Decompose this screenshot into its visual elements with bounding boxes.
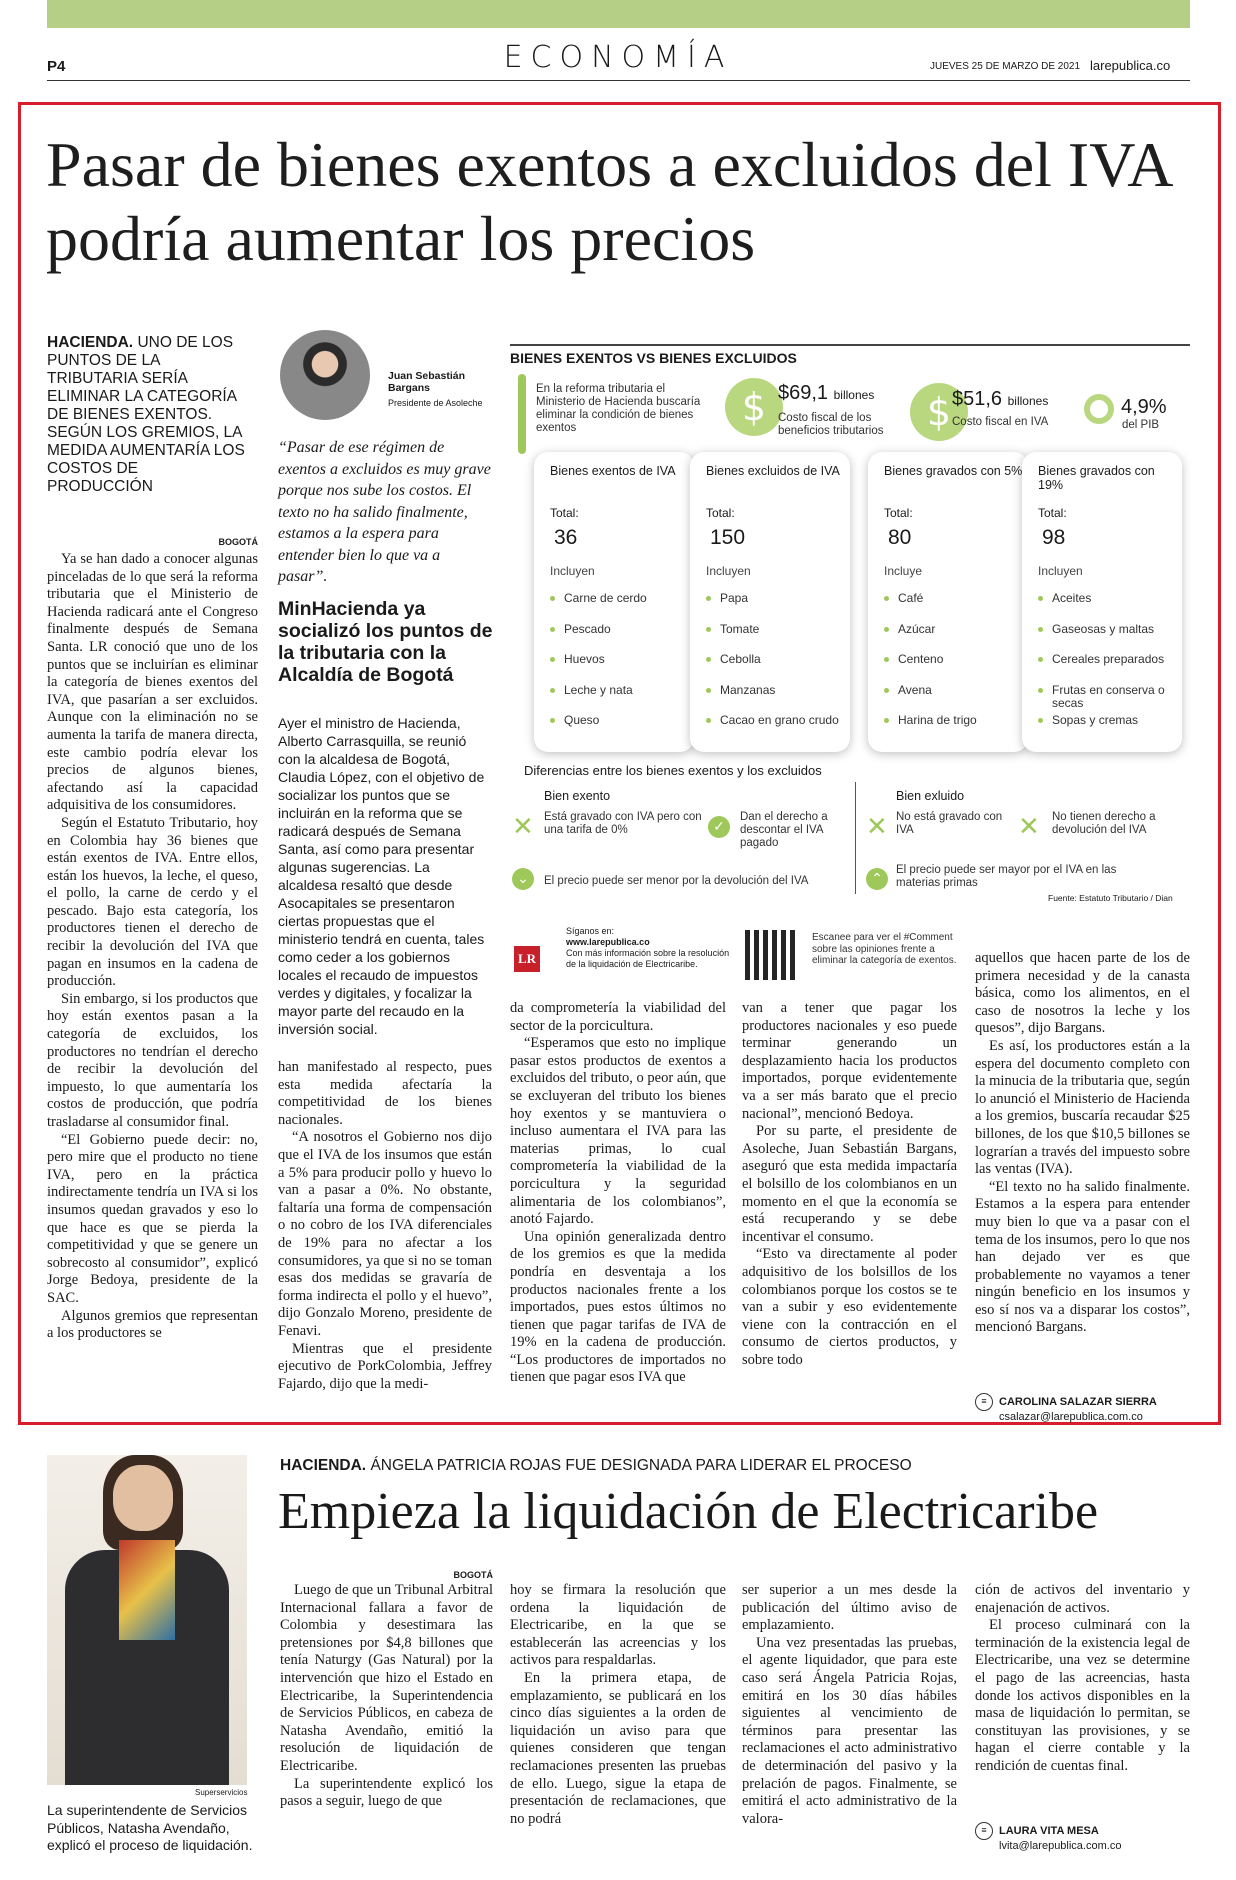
list-item: Cacao en grano crudo: [706, 714, 846, 745]
list-item: Aceites: [1038, 592, 1178, 623]
article-headline: Pasar de bienes exentos a excluidos del IVA podría aumentar los precios: [46, 129, 1170, 274]
infographic-intro: En la reforma tributaria el Ministerio de Hacienda buscaría eliminar la condición de bienes exentos: [536, 383, 701, 434]
list-item: Harina de trigo: [884, 714, 1024, 745]
kicker-text: UNO DE LOS PUNTOS DE LA TRIBUTARIA SERÍA ELIMINAR LA CATEGORÍA DE BIENES EXENTOS. SEGÚN LOS GREMIOS, LA MEDIDA AUMENTARÍA LOS COSTOS DE PRODUCCIÓN: [47, 334, 245, 495]
paragraph: La superintendente explicó los pasos a seguir, luego de que: [280, 1775, 493, 1810]
paragraph: ser superior a un mes desde la publicación del último aviso de emplazamiento.: [742, 1582, 957, 1634]
card-item-list: [1038, 592, 1178, 745]
article-column-2: [510, 1582, 726, 1842]
list-item: Cebolla: [706, 653, 846, 684]
paragraph: Mientras que el presidente ejecutivo de PorkColombia, Jeffrey Fajardo, dijo que la medi-: [278, 1340, 492, 1392]
paragraph: Sin embargo, si los productos que hoy están exentos pasan a la categoría de excluidos, los productores no tendrían el derecho de recibir la devolución del impuesto, lo que aumentaría los costos de producción, que podría trasladarse al consumidor final.: [47, 990, 258, 1130]
page-date: JUEVES 25 DE MARZO DE 2021: [930, 61, 1081, 72]
exempt-point: Dan el derecho a descontar el IVA pagado: [740, 811, 828, 849]
top-color-bar: [47, 0, 1190, 28]
article-column-3: [742, 1582, 957, 1842]
quote-author-photo: [280, 330, 370, 420]
card-total: 36: [554, 526, 578, 549]
sidebar-text: [278, 714, 492, 1044]
dateline-city: BOGOTÁ: [218, 537, 258, 547]
stat-caption: Costo fiscal de los beneficios tributarios: [778, 412, 884, 437]
section-title: ECONOMÍA: [503, 40, 733, 75]
article-kicker: [280, 1457, 1190, 1475]
author-signature: [975, 1822, 1195, 1852]
card-total: 98: [1042, 526, 1066, 549]
stat-benefits: [778, 382, 874, 405]
paragraph: “Esperamos que esto no implique pasar estos productos de exentos a excluidos del tributo, o peor aún, que se excluyeran del tributo los bienes hoy exentos y se mantuviera o incluso aumentara el IVA para las materias primas, lo cual comprometería la viabilidad de la porcicultura y la seguridad alimentaria de los colombianos”, anotó Fajardo.: [510, 1035, 726, 1228]
check-icon: ✓: [708, 816, 730, 838]
list-item: Pescado: [550, 623, 690, 654]
article-column-4: [975, 1582, 1190, 1782]
paragraph: han manifestado al respecto, pues esta medida afectaría la competitividad de los bienes nacionales.: [278, 1059, 492, 1128]
card-title: Bienes exentos de IVA: [550, 464, 676, 478]
excluded-point: No está gravado con IVA: [896, 811, 1003, 836]
paragraph: ción de activos del inventario y enajenación de activos.: [975, 1582, 1190, 1616]
paragraph: Una opinión generalizada dentro de los gremios es que la medida pondría en desventaja a los productos nacionales frente a los importados, pues estos últimos no tienen que pagar tarifas de IVA de 19% en la cadena de producción. “Los productores de importados no tienen que pagar esos IVA que: [510, 1228, 726, 1386]
percent-ring-icon: [1084, 394, 1114, 424]
list-item: Cereales preparados: [1038, 653, 1178, 684]
list-item: Carne de cerdo: [550, 592, 690, 623]
pull-quote: “Pasar de ese régimen de exentos a excluidos es muy grave porque nos sube los costos. El texto no ha salido finalmente, estamos a la espera para entender bien lo que va a pasar”.: [278, 439, 491, 585]
list-item: Azúcar: [884, 623, 1024, 654]
list-item: Sopas y cremas: [1038, 714, 1178, 745]
card-include-label: Incluyen: [706, 564, 751, 578]
paragraph: Luego de que un Tribunal Arbitral Internacional fallara a favor de Colombia y desestimara las pretensiones por $4,8 billones que tenía Naturgy (Gas Natural) por la intervención que hizo el Estado en Electricaribe, la Superintendencia de Servicios Públicos, en cabeza de Natasha Avendaño, emitió la resolución de liquidación de Electricaribe.: [280, 1582, 493, 1774]
card-title: Bienes excluidos de IVA: [706, 464, 840, 478]
stat-caption: del PIB: [1122, 419, 1160, 431]
exempt-label: Bien exento: [544, 789, 611, 803]
article-column-2: [278, 1059, 492, 1421]
list-item: Avena: [884, 684, 1024, 715]
page-number: P4: [47, 58, 66, 75]
paragraph: Ya se han dado a conocer algunas pinceladas de lo que será la reforma tributaria que el Ministerio de Hacienda radicará ante el Congreso finalmente después de Semana Santa. LR conoció que uno de los puntos que se incluirían es eliminar la categoría de bienes exentos del IVA, que pasarían a ser excluidos. Aunque con la eliminación no se aumenta la tarifa de manera directa, este cambio podría elevar los precios de algunos bienes, afectando así la capacidad adquisitiva de los consumidores.: [47, 551, 258, 814]
stat-unit: billones: [1007, 394, 1049, 408]
infographic-source: Fuente: Estatuto Tributario / Dian: [1048, 893, 1173, 903]
article-column-1: [47, 551, 258, 1421]
article-column-5: [975, 950, 1190, 1390]
comment-icon: ≡: [975, 1393, 993, 1411]
author-name: LAURA VITA MESA: [999, 1824, 1099, 1837]
list-item: Frutas en conserva o secas: [1038, 684, 1178, 715]
dateline-city: BOGOTÁ: [453, 1570, 493, 1580]
differences-title: Diferencias entre los bienes exentos y los excluidos: [524, 763, 822, 778]
photo-credit: Superservicios: [195, 1788, 248, 1797]
article-headline: Empieza la liquidación de Electricaribe: [278, 1483, 1099, 1540]
paragraph: Según el Estatuto Tributario, hoy en Colombia hay 36 bienes que están exentos de IVA. Entre ellos, están los huevos, la leche, el queso, el pollo, la carne de cerdo y el pescado. Bajo esta categoría, los productores tienen el derecho de recibir la devolución del IVA que pagan en insumos en la cadena de producción.: [47, 814, 258, 990]
differences-divider: [855, 782, 856, 894]
card-item-list: [550, 592, 690, 745]
list-item: Tomate: [706, 623, 846, 654]
author-email[interactable]: lvita@larepublica.com.co: [999, 1840, 1122, 1852]
paragraph: Una vez presentadas las pruebas, el agente liquidador, que para este caso será Ángela Patricia Rojas, emitirá en los 30 días hábiles siguientes al vencimiento de términos para presentar las reclamaciones el acto administrativo de determinación del pasivo y la prelación de pagos. Finalmente, se emitirá el acto administrativo de la valora-: [742, 1634, 957, 1827]
photo-figure-scarf: [119, 1540, 175, 1640]
stat-value: $51,6: [952, 388, 1003, 410]
infographic-title: BIENES EXENTOS VS BIENES EXCLUIDOS: [510, 350, 797, 366]
card-total-label: Total:: [1038, 506, 1067, 520]
kicker-text: ÁNGELA PATRICIA ROJAS FUE DESIGNADA PARA LIDERAR EL PROCESO: [370, 1457, 912, 1474]
article-photo: [47, 1455, 247, 1785]
comment-icon: ≡: [975, 1822, 993, 1840]
paragraph: “Esto va directamente al poder adquisitivo de los bolsillos de los colombianos porque los costos se te van a subir y eso evidentemente viene con la contracción en el consumo de ciertos productos, y sobre todo: [742, 1246, 957, 1368]
follow-label: Síganos en:: [566, 926, 615, 936]
card-total-label: Total:: [550, 506, 579, 520]
sidebar-headline: MinHacienda ya socializó los puntos de la tributaria con la Alcaldía de Bogotá: [278, 598, 493, 686]
dollar-icon: $: [725, 378, 783, 436]
category-card: [690, 452, 850, 752]
qr-code[interactable]: [745, 930, 795, 980]
kicker-label: HACIENDA.: [280, 1457, 367, 1474]
kicker-label: HACIENDA.: [47, 334, 134, 351]
category-card: [868, 452, 1028, 752]
exempt-point: El precio puede ser menor por la devolución del IVA: [544, 875, 809, 887]
paragraph: Algunos gremios que representan a los productores se: [47, 1307, 258, 1342]
exclamation-icon: [518, 374, 526, 454]
card-total-label: Total:: [706, 506, 735, 520]
article-column-4: [742, 1000, 957, 1421]
infographic-rule: [510, 344, 1190, 346]
list-item: Centeno: [884, 653, 1024, 684]
category-card: [1022, 452, 1182, 752]
follow-url[interactable]: www.larepublica.co: [566, 937, 650, 947]
paragraph: Ayer el ministro de Hacienda, Alberto Carrasquilla, se reunió con la alcaldesa de Bogotá, Claudia López, con el objetivo de socializar los puntos que se incluirán en la reforma que se radicará después de Semana Santa, así como para presentar algunas sugerencias. La alcaldesa resaltó que desde Asocapitales se presentaron ciertas propuestas que el ministerio tendrá en cuenta, tales como ceder a los gobiernos locales el recaudo de impuestos verdes y digitales, y focalizar la mayor parte del recaudo en la inversión social.: [278, 715, 485, 1037]
author-name: CAROLINA SALAZAR SIERRA: [999, 1395, 1157, 1408]
card-total: 80: [888, 526, 912, 549]
author-signature: [975, 1393, 1195, 1423]
cross-icon: ✕: [866, 812, 888, 842]
paragraph: Por su parte, el presidente de Asoleche, Juan Sebastián Bargans, aseguró que esta medida impactaría el bolsillo de los colombianos en un momento en el que la economía se está recuperando y se debe incentivar el consumo.: [742, 1123, 957, 1245]
paragraph: aquellos que hacen parte de los de primera necesidad y de la canasta básica, como los alimentos, en el caso de nosotros la leche y los quesos”, dijo Bargans.: [975, 950, 1190, 1037]
card-item-list: [706, 592, 846, 745]
list-item: Huevos: [550, 653, 690, 684]
chevron-up-icon: ⌃: [866, 868, 888, 890]
follow-text: Con más información sobre la resolución de la liquidación de Electricaribe.: [566, 948, 730, 969]
paragraph: El proceso culminará con la terminación de la existencia legal de Electricaribe, una vez se determine el pago de las acreencias, hasta donde los activos disponibles en la masa de liquidación lo permitan, se constituyan las provisiones, y se hagan el cierre contable y la rendición de cuentas final.: [975, 1617, 1190, 1774]
card-include-label: Incluye: [884, 564, 923, 578]
paragraph: En la primera etapa, de emplazamiento, se publicará en los cinco días siguientes a la orden de liquidación un aviso para que quienes consideren que tengan reclamaciones presenten las pruebas de ello. Luego, sigue la etapa de presentación de reclamaciones, que no podrá: [510, 1669, 726, 1827]
card-include-label: Incluyen: [550, 564, 595, 578]
card-title: Bienes gravados con 19%: [1038, 464, 1155, 492]
stat-pib: 4,9%: [1121, 396, 1167, 418]
chevron-down-icon: ⌄: [512, 868, 534, 890]
list-item: Leche y nata: [550, 684, 690, 715]
quote-author-name: Juan Sebastián Bargans: [388, 370, 466, 394]
card-item-list: [884, 592, 1024, 745]
excluded-point: No tienen derecho a devolución del IVA: [1052, 811, 1156, 836]
excluded-point: El precio puede ser mayor por el IVA en las materias primas: [896, 864, 1117, 889]
stat-caption: Costo fiscal en IVA: [952, 416, 1049, 428]
lr-logo: LR: [514, 946, 540, 972]
header-rule: [47, 80, 1190, 81]
article-column-1: [280, 1582, 493, 1842]
follow-us-box: [566, 926, 736, 970]
list-item: Gaseosas y maltas: [1038, 623, 1178, 654]
paragraph: da comprometería la viabilidad del sector de la porcicultura.: [510, 1000, 726, 1034]
list-item: Manzanas: [706, 684, 846, 715]
list-item: Papa: [706, 592, 846, 623]
stat-iva: [952, 388, 1048, 411]
article-column-3: [510, 1000, 726, 1421]
paragraph: van a tener que pagar los productores nacionales y eso puede terminar generando un desplazamiento hacia los productos importados, porque evidentemente va a ser más barato que el precio nacional”, mencionó Bedoya.: [742, 1000, 957, 1122]
site-link[interactable]: larepublica.co: [1090, 58, 1171, 73]
dollar-icon: $: [910, 383, 968, 441]
paragraph: Es así, los productores están a la espera del documento completo con la minucia de la tributaria que, según lo anunció el Ministerio de Hacienda a los gremios, buscaría recaudar $25 billones, de los que $10,5 billones se lograrían a través del impuesto sobre las ventas (IVA).: [975, 1037, 1190, 1178]
photo-caption: La superintendente de Servicios Públicos, Natasha Avendaño, explicó el proceso de liquidación.: [47, 1802, 253, 1853]
list-item: Queso: [550, 714, 690, 745]
cross-icon: ✕: [512, 812, 534, 842]
exempt-point: Está gravado con IVA pero con una tarifa de 0%: [544, 811, 702, 836]
cross-icon: ✕: [1018, 812, 1040, 842]
stat-unit: billones: [833, 388, 875, 402]
stat-value: $69,1: [778, 382, 829, 404]
paragraph: “El texto no ha salido finalmente. Estamos a la espera para entender muy bien lo que va a pasar con el tema de los insumos, pero lo que nos han dejado ver es que probablemente no vayamos a tener ningún beneficio en los insumos y eso sí nos va a disparar los costos”, mencionó Bargans.: [975, 1178, 1190, 1336]
photo-figure-head: [113, 1465, 173, 1531]
card-title: Bienes gravados con 5%: [884, 464, 1023, 478]
card-total: 150: [710, 526, 746, 549]
quote-author-role: Presidente de Asoleche: [388, 398, 483, 408]
paragraph: hoy se firmara la resolución que ordena la liquidación de Electricaribe, en la que se establecerán las acreencias y los activos para respaldarlas.: [510, 1582, 726, 1669]
paragraph: “El Gobierno puede decir: no, pero mire que el producto no tiene IVA, pero en la práctica indirectamente tendría un IVA si los insumos quedan gravados y eso lo que hace es que se pierda la competitividad y que se genere un sobrecosto al consumidor”, explicó Jorge Bedoya, presidente de la SAC.: [47, 1131, 258, 1306]
excluded-label: Bien exluido: [896, 789, 965, 803]
article-kicker: [47, 334, 247, 496]
paragraph: “A nosotros el Gobierno nos dijo que el IVA de los insumos que están a 5% para producir pollo y huevo lo van a pasar a 0%. No obstante, faltaría una forma de compensación o no cobro de los IVA diferenciales de 19% para no afectar a los consumidores, ya que si no se toman esas dos medidas se gravaría de forma indirecta el pollo y el huevo”, dijo Gonzalo Moreno, presidente de Fenavi.: [278, 1129, 492, 1339]
author-email[interactable]: csalazar@larepublica.com.co: [999, 1411, 1143, 1423]
list-item: Café: [884, 592, 1024, 623]
card-include-label: Incluyen: [1038, 564, 1083, 578]
card-total-label: Total:: [884, 506, 913, 520]
category-card: [534, 452, 694, 752]
qr-caption: Escanee para ver el #Comment sobre las opiniones frente a eliminar la categoría de exentos.: [812, 932, 957, 966]
